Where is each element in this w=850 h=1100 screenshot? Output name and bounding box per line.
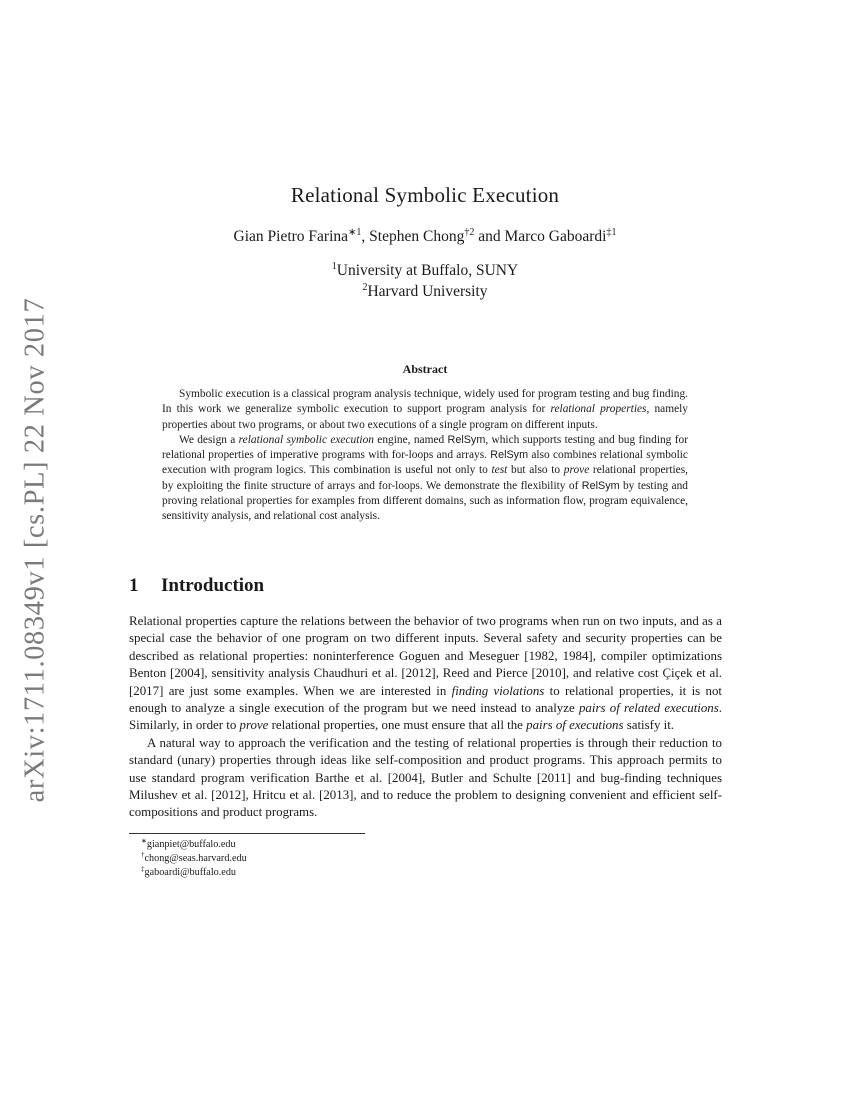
author-mark: †2 — [464, 227, 475, 238]
author-separator: and — [474, 228, 505, 245]
author-separator: , — [361, 228, 370, 245]
tool-name: RelSym — [581, 479, 620, 492]
emphasis: relational properties — [550, 403, 647, 416]
footnote-divider — [129, 833, 365, 834]
affiliation-name: Harvard University — [367, 283, 488, 300]
body-paragraph: A natural way to approach the verification and the testing of relational properties is through their reduction to standard (unary) properties through ideas like self-composition and product programs. This approach permits to use standard program verification Barthe et al. [2004], Butler and Schulte [2011] and bug-finding techniques Milushev et al. [2012], Hritcu et al. [2013], and to reduce the problem to designing convenient and efficient self-compositions and product programs. — [129, 735, 722, 820]
body-paragraph — [129, 613, 722, 735]
arxiv-identifier: arXiv:1711.08349v1 [cs.PL] 22 Nov 2017 — [19, 297, 50, 803]
author-list — [0, 228, 850, 246]
footnote-email: gianpiet@buffalo.edu — [146, 839, 236, 850]
affiliation — [0, 283, 850, 301]
footnote-email: gaboardi@buffalo.edu — [144, 867, 237, 879]
footnote — [129, 852, 529, 866]
abstract-paragraph — [162, 387, 688, 433]
text-run: to relational properties, it is not enough to analyze a single execution of the program but we need instead to analyze — [129, 683, 722, 716]
introduction-body — [129, 613, 722, 822]
footnotes — [129, 838, 529, 881]
text-run: Relational properties capture the relations between the behavior of two programs when run on two inputs, and as a special case the behavior of one program on two different inputs. Several safety and security properties can be described as relational properties: noninterference Goguen and Meseguer [1982, 1984], compiler optimizations Benton [2004], sensitivity analysis Chaudhuri et al. [2012], Reed and Pierce [2010], and relative cost Çiçek et al. [2017] are just some examples. When we are interested in — [129, 614, 722, 698]
text-run: by testing and proving relational properties for examples from different domains, such as information flow, program equivalence, sensitivity analysis, and relational cost analysis. — [162, 479, 688, 523]
author-name: Marco Gaboardi — [504, 228, 607, 245]
abstract-heading: Abstract — [402, 362, 448, 376]
emphasis: prove — [239, 718, 269, 733]
abstract-body — [162, 387, 688, 525]
emphasis: prove — [563, 464, 590, 477]
text-run: We design a — [179, 433, 239, 446]
text-run: but also to — [507, 464, 564, 477]
text-run: . Similarly, in order to — [129, 701, 722, 733]
affiliation-mark: 2 — [362, 282, 368, 293]
footnote-mark: ∗ — [141, 837, 147, 845]
text-run: engine, named — [373, 433, 448, 446]
emphasis: relational symbolic execution — [238, 433, 374, 446]
abstract-paragraph — [162, 433, 688, 525]
section-heading — [129, 575, 264, 597]
text-run: relational properties, one must ensure that all the — [268, 718, 527, 733]
emphasis: finding violations — [451, 683, 545, 698]
footnote-mark: ‡ — [141, 865, 145, 874]
author-mark: ‡1 — [606, 227, 617, 238]
author-mark: ∗1 — [348, 227, 362, 238]
text-run: , which supports testing and bug finding for relational properties of imperative programs with for-loops and arrays. — [162, 433, 688, 462]
section-number: 1 — [129, 575, 139, 596]
text-run: , namely properties about two programs, or about two executions of a single program on different inputs. — [162, 403, 688, 431]
tool-name: RelSym — [490, 449, 529, 462]
paper-title: Relational Symbolic Execution — [290, 183, 560, 207]
footnote — [129, 838, 529, 852]
affiliation — [0, 262, 850, 280]
footnote-email: chong@seas.harvard.edu — [144, 853, 247, 865]
section-title: Introduction — [161, 575, 265, 596]
tool-name: RelSym — [447, 433, 486, 446]
footnote — [129, 866, 529, 880]
affiliation-mark: 1 — [331, 261, 337, 272]
footnote-mark: † — [141, 851, 145, 860]
author-name: Stephen Chong — [369, 228, 465, 245]
text-run: Symbolic execution is a classical program analysis technique, widely used for program testing and bug finding. In this work we generalize symbolic execution to support program analysis for — [162, 388, 688, 416]
text-run: relational properties, by exploiting the finite structure of arrays and for-loops. We demonstrate the flexibility of — [162, 464, 688, 492]
text-run: satisfy it. — [623, 718, 675, 733]
author-name: Gian Pietro Farina — [233, 228, 349, 245]
affiliation-name: University at Buffalo, SUNY — [336, 262, 519, 279]
emphasis: pairs of executions — [526, 718, 624, 733]
emphasis: pairs of related executions — [578, 701, 719, 716]
text-run: also combines relational symbolic execution with program logics. This combination is useful not only to — [162, 449, 688, 477]
emphasis: test — [491, 464, 508, 477]
